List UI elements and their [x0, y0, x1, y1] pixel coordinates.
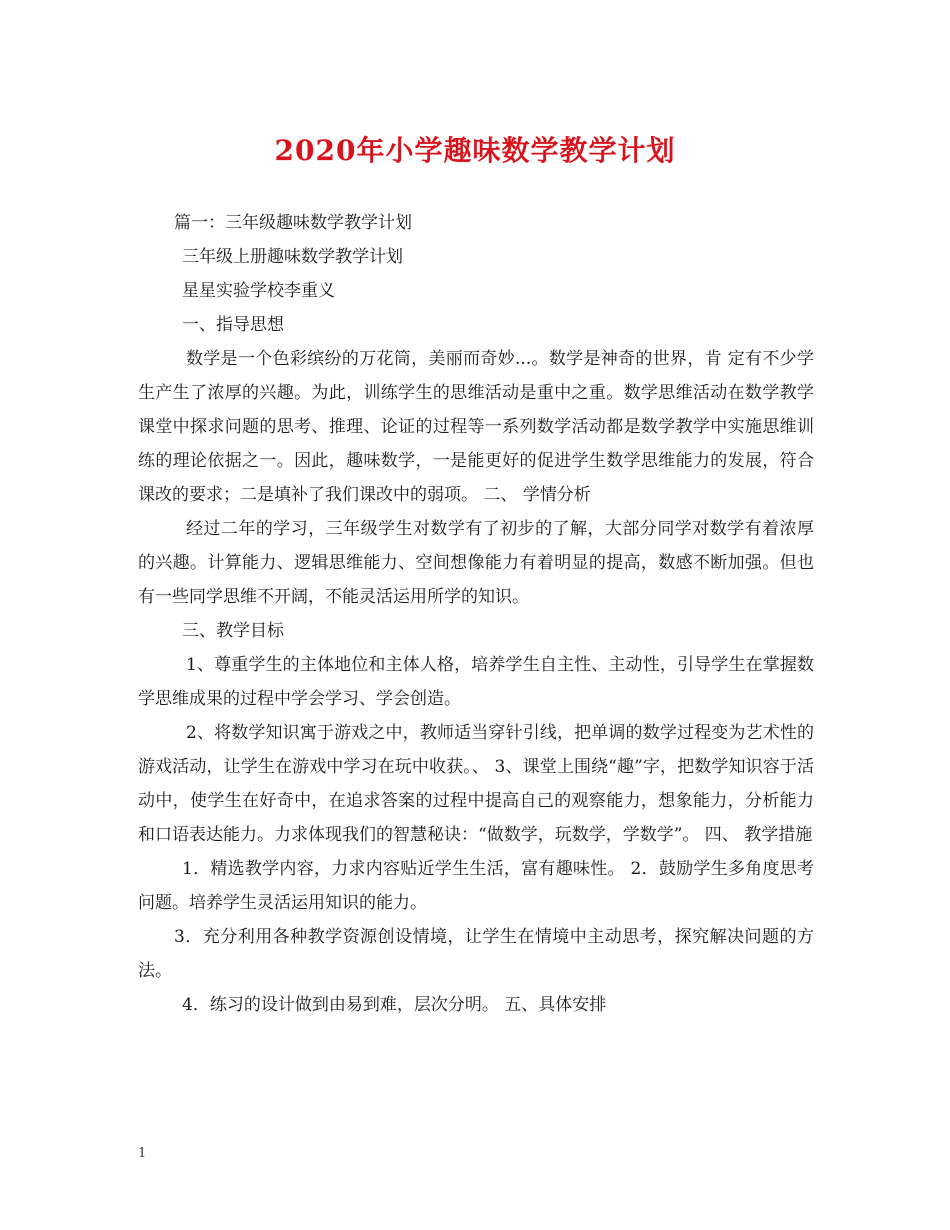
document-body	[138, 206, 814, 1022]
paragraph-goal-1: 1、尊重学生的主体地位和主体人格，培养学生自主性、主动性，引导学生在掌握数学思维成果的过程中学会学习、学会创造。	[138, 655, 814, 709]
section-heading-part1: 篇一：三年级趣味数学教学计划	[174, 213, 412, 233]
paragraph-measure-4: 4．练习的设计做到由易到难，层次分明。 五、具体安排	[182, 995, 607, 1015]
paragraph-measures-1-2: 1．精选教学内容，力求内容贴近学生生活，富有趣味性。 2．鼓励学生多角度思考问题。培养学生灵活运用知识的能力。	[138, 859, 814, 913]
heading-teaching-goals: 三、教学目标	[182, 621, 284, 641]
paragraph-measure-3: 3．充分利用各种教学资源创设情境，让学生在情境中主动思考，探究解决问题的方法。	[138, 927, 814, 981]
heading-guiding-idea: 一、指导思想	[182, 315, 284, 335]
document-title: 2020年小学趣味数学教学计划	[274, 134, 676, 167]
page-number: 1	[138, 1146, 147, 1161]
paragraph-guiding-idea: 数学是一个色彩缤纷的万花筒，美丽而奇妙...。数学是神奇的世界，肯 定有不少学生产生了浓厚的兴趣。为此，训练学生的思维活动是重中之重。数学思维活动在数学教学课堂中探求问题的思考、推理、论证的过程等一系列数学活动都是数学教学中实施思维训练的理论依据之一。因此，趣味数学，一是能更好的促进学生数学思维能力的发展，符合课改的要求；二是填补了我们课改中的弱项。 二、 学情分析	[138, 349, 814, 505]
author-line: 星星实验学校李重义	[182, 281, 335, 301]
paragraph-goal-2-3: 2、将数学知识寓于游戏之中，教师适当穿针引线，把单调的数学过程变为艺术性的游戏活动，让学生在游戏中学习在玩中收获。、 3、课堂上围绕“趣”字，把数学知识容于活动中，使学生在好奇中，在追求答案的过程中提高自己的观察能力，想象能力，分析能力和口语表达能力。力求体现我们的智慧秘诀：“做数学，玩数学，学数学”。 四、 教学措施	[138, 723, 814, 845]
plan-subtitle: 三年级上册趣味数学教学计划	[182, 247, 403, 267]
paragraph-student-analysis: 经过二年的学习，三年级学生对数学有了初步的了解，大部分同学对数学有着浓厚的兴趣。计算能力、逻辑思维能力、空间想像能力有着明显的提高，数感不断加强。但也有一些同学思维不开阔，不能灵活运用所学的知识。	[138, 519, 814, 607]
